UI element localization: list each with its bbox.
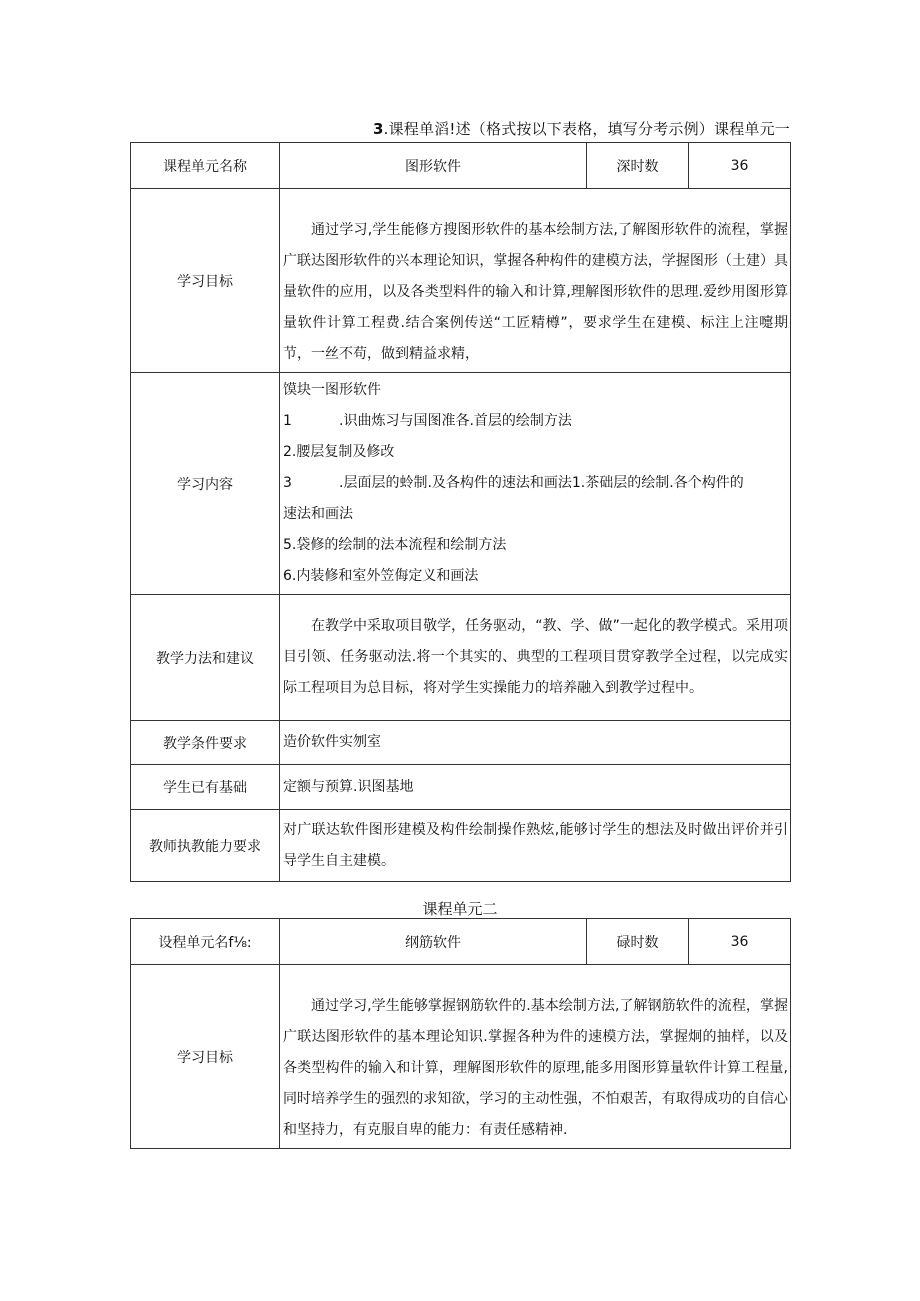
section-heading-text: .课程单滔!述（格式按以下表格，填写分考示例）课程单元一 [383,120,790,138]
unit1-hours-label: 深时数 [587,143,689,189]
unit2-name-row [131,919,791,965]
unit1-method-text: 在教学中采取项目敬学，任务驱动，“教、学、做”一起化的教学模式。采用项目引领、任务驱动法.将一个其实的、典型的工程项目贯穿教学全过程，以完成实际工程项目为总目标，将对学生实操能力的培养融入到教学过程中。 [283,618,788,696]
content-line-text: .层面层的蛉制.及各构件的速法和画法1.茶础层的绘制.各个构件的 [339,475,744,491]
content-line [283,468,788,499]
unit2-hours-value: 36 [689,919,791,965]
unit1-teacher-value: 对广联达软件图形建模及构件绘制操作熟炫,能够讨学生的想法及时做出评价并引导学生自主建模。 [283,821,788,869]
unit1-hours-value: 36 [689,143,791,189]
section-number: 3 [372,120,384,138]
unit1-name-label: 课程单元名称 [131,143,280,189]
content-line-text: 馍块一图形软件 [283,382,381,398]
unit1-teacher-row [131,810,791,882]
unit1-objectives-row [131,189,791,373]
unit1-content-list [280,373,791,595]
unit2-hours-label: 碌时数 [587,919,689,965]
content-line-number: 3 [283,475,292,491]
content-line-text: 5.袋修的绘制的法本流程和绘制方法 [283,537,507,553]
content-line-text: .识曲炼习与国图准各.首层的绘制方法 [339,413,572,429]
unit1-table [130,142,791,882]
unit1-name-value: 图形软件 [280,143,587,189]
unit2-objectives-text: 通过学习,学生能够掌握钢筋软件的.基本绘制方法,了解钢筋软件的流程，掌握广联达图形软件的基本理论知识.掌握各种为件的速模方法，掌握炯的抽样，以及各类型构件的输入和计算，理解图形软件的原理,能多用图形算量软件计算工程量,同时培养学生的强烈的求知欲，学习的主动性强，不怕艰苦，有取得成功的自信心和坚持力，有克服自卑的能力：有责任感精神. [283,998,788,1138]
unit1-method-label: 教学力法和建议 [131,595,280,721]
content-line-text: 速法和画法 [283,506,353,522]
section-heading [373,118,790,139]
content-line [283,406,788,437]
content-line [283,530,788,561]
unit1-basis-label: 学生已有基础 [131,765,280,810]
unit1-basis-row [131,765,791,810]
content-line [283,499,788,530]
unit1-name-row [131,143,791,189]
unit1-teacher-label: 教师执教能力要求 [131,810,280,882]
content-line-text: 6.内装修和室外笠侮定义和画法 [283,568,479,584]
content-line [283,375,788,406]
unit1-conditions-value: 造价软件实刎室 [280,721,791,765]
unit2-name-value: 纲筋软件 [280,919,587,965]
unit2-table [130,918,791,1149]
unit2-objectives-row [131,965,791,1149]
unit1-method-row [131,595,791,721]
content-line [283,437,788,468]
unit1-content-label: 学习内容 [131,373,280,595]
unit1-objectives-label: 学习目标 [131,189,280,373]
unit2-name-label: 设程单元名f⅛: [131,919,280,965]
unit1-conditions-label: 教学条件要求 [131,721,280,765]
unit1-conditions-row [131,721,791,765]
unit1-content-row [131,373,791,595]
content-line [283,561,788,592]
unit1-objectives-text: 通过学习,学生能修方搜图形软件的基本绘制方法,了解图形软件的流程，掌握广联达图形软件的兴本理论知识，掌握各种构件的建模方法，学握图形（土建）具量软件的应用，以及各类型料件的输入和计算,理解图形软件的思理.爱纱用图形算量软件计算工程费.结合案例传送“工匠精樽”，要求学生在建模、标注上注嚏期节，一丝不苟，做到精益求精， [283,222,788,362]
unit2-heading: 课程单元二 [422,900,498,918]
unit2-objectives-label: 学习目标 [131,965,280,1149]
unit1-basis-value: 定额与预算.识图基地 [280,765,791,810]
content-line-text: 2.腰层复制及修改 [283,444,395,460]
content-line-number: 1 [283,413,292,429]
